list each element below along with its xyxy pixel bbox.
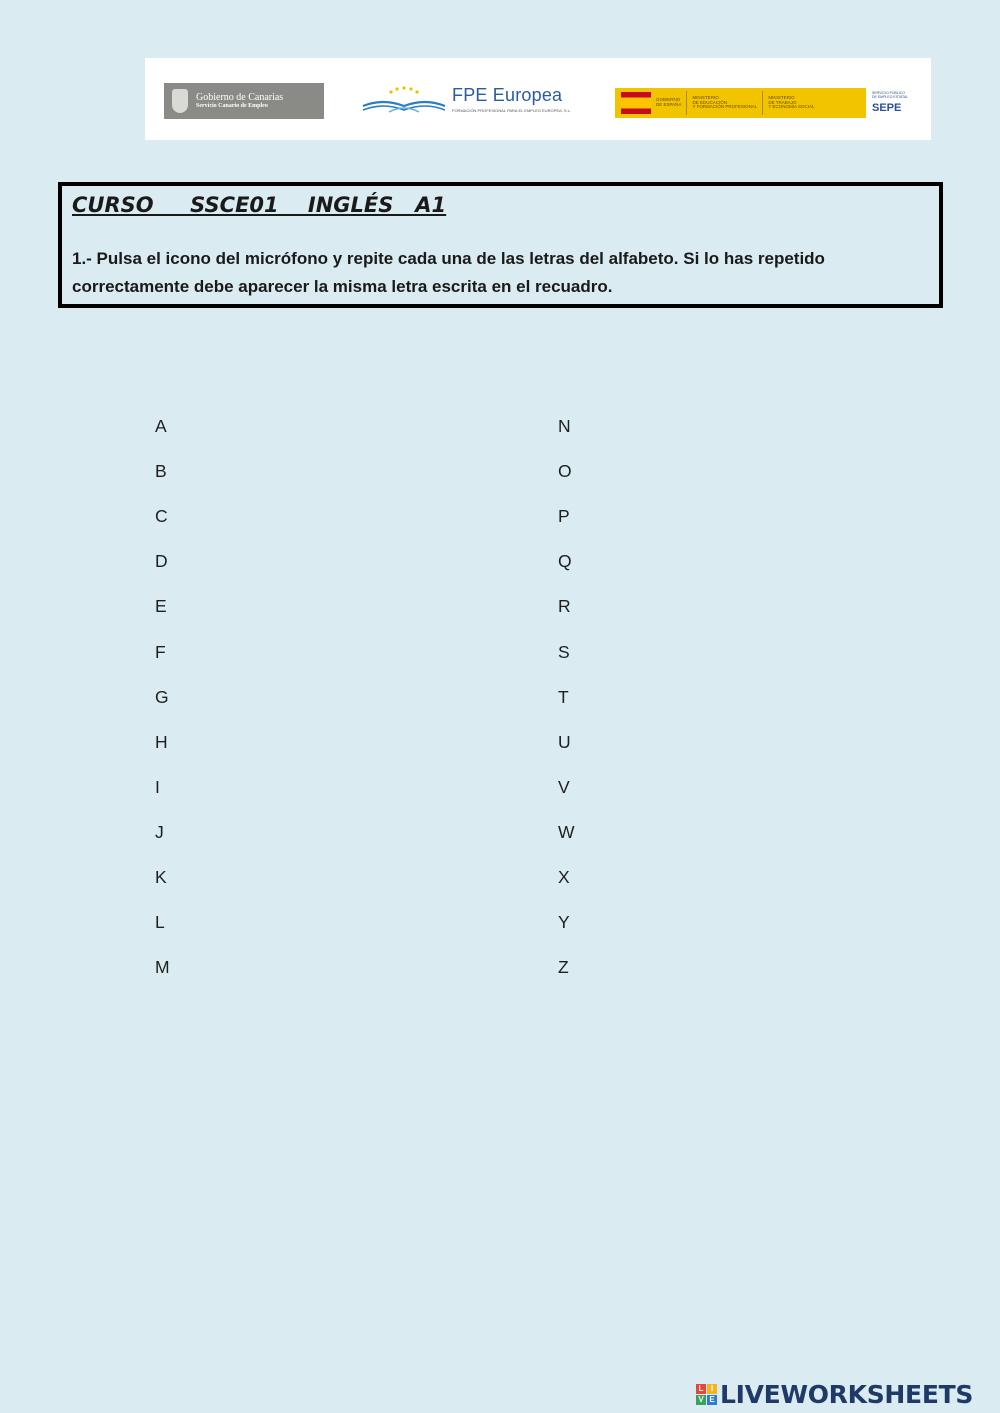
alphabet-letter-r: R xyxy=(558,596,571,617)
instructions-box xyxy=(58,182,943,308)
sepe-small-text: SERVICIO PÚBLICO DE EMPLEO ESTATAL xyxy=(872,91,909,99)
alphabet-letter-w: W xyxy=(558,821,575,842)
alphabet-letter-g: G xyxy=(155,686,169,707)
alphabet-letter-f: F xyxy=(155,641,166,662)
sepe-text: SEPE xyxy=(872,102,902,114)
alphabet-letter-j: J xyxy=(155,821,164,842)
alphabet-letter-o: O xyxy=(558,461,572,482)
ministerio-educacion-text: MINISTERIO DE EDUCACIÓN Y FORMACIÓN PROFESIONAL xyxy=(692,94,758,110)
ministerio-trabajo-text: MINISTERIO DE TRABAJO Y ECONOMÍA SOCIAL xyxy=(768,94,815,110)
brand-grid-letter: I xyxy=(707,1384,717,1394)
alphabet-letter-y: Y xyxy=(558,912,570,933)
alphabet-letter-e: E xyxy=(155,596,167,617)
alphabet-letter-s: S xyxy=(558,641,570,662)
alphabet-letter-q: Q xyxy=(558,551,572,572)
alphabet-letter-v: V xyxy=(558,776,570,797)
sponsor-banner xyxy=(145,58,931,140)
gobierno-espana-logo xyxy=(615,88,866,118)
gobierno-canarias-logo xyxy=(164,83,324,119)
brand-grid-letter: E xyxy=(707,1395,717,1405)
gobierno-espana-text: GOBIERNO DE ESPAÑA xyxy=(656,97,682,107)
alphabet-letter-x: X xyxy=(558,867,570,887)
liveworksheets-brand: LIVEWORKSHEETS xyxy=(720,1379,974,1409)
liveworksheets-grid-icon xyxy=(696,1384,717,1405)
alphabet-letter-p: P xyxy=(558,506,570,527)
gobierno-name: Gobierno de Canarias xyxy=(196,91,284,103)
instructions-text: 1.- Pulsa el icono del micrófono y repite cada una de las letras del alfabeto. Si lo has repetido correctamente debe aparecer la misma letra escrita en el recuadro. xyxy=(72,249,825,296)
alphabet-letter-b: B xyxy=(155,461,167,482)
brand-grid-letter: V xyxy=(696,1395,706,1405)
open-book-icon xyxy=(361,84,447,118)
alphabet-letter-c: C xyxy=(155,506,168,527)
fpe-subtitle: FORMACIÓN PROFESIONAL PARA EL EMPLEO EUROPEA, S.L. xyxy=(452,108,571,113)
alphabet-letter-a: A xyxy=(155,416,167,436)
spain-flag-icon xyxy=(621,92,651,114)
page-title: CURSO SSCE01 INGLÉS A1 xyxy=(72,193,447,217)
alphabet-letter-u: U xyxy=(558,731,571,752)
sepe-logo xyxy=(869,88,915,118)
alphabet-letter-l: L xyxy=(155,912,165,933)
alphabet-letter-h: H xyxy=(155,731,168,752)
fpe-europea-logo xyxy=(361,84,593,118)
liveworksheets-logo xyxy=(696,1378,996,1410)
alphabet-letter-n: N xyxy=(558,416,571,436)
coat-of-arms-icon xyxy=(172,89,188,113)
alphabet-letter-k: K xyxy=(155,867,167,887)
alphabet-letter-t: T xyxy=(558,686,569,707)
fpe-title: FPE Europea xyxy=(452,85,563,105)
alphabet-letter-z: Z xyxy=(558,957,569,978)
alphabet-letter-i: I xyxy=(155,776,160,797)
alphabet-letter-m: M xyxy=(155,957,170,978)
brand-grid-letter: L xyxy=(696,1384,706,1394)
alphabet-letter-d: D xyxy=(155,551,168,572)
gobierno-service: Servicio Canario de Empleo xyxy=(196,103,268,110)
